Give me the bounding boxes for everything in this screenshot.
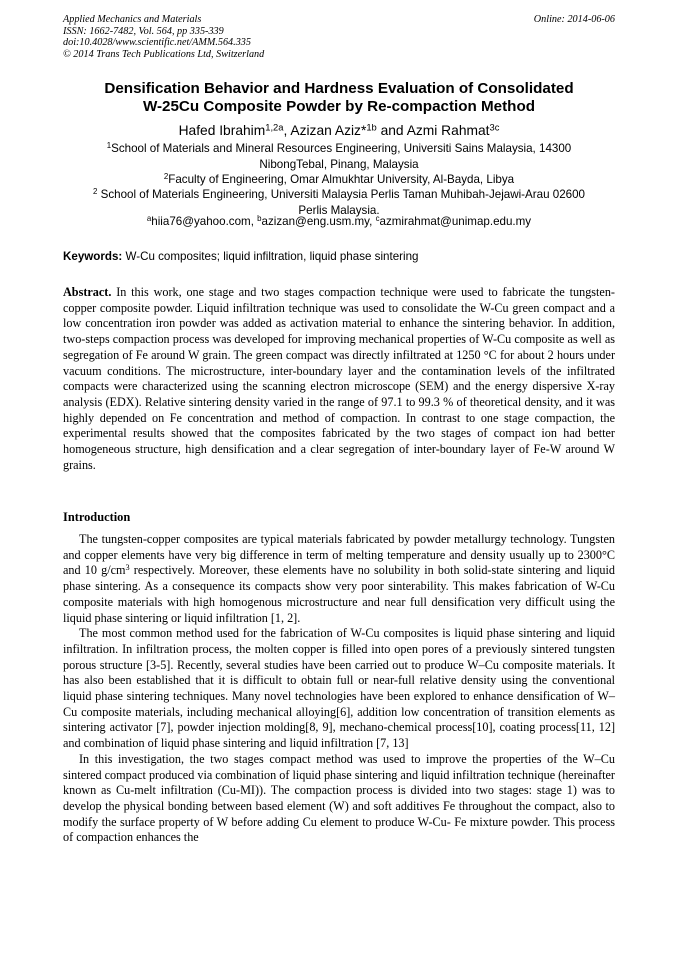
author-superscript: 1b — [366, 122, 377, 133]
email-list — [40, 214, 638, 230]
online-date: Online: 2014-06-06 — [533, 14, 615, 25]
title-line-1: Densification Behavior and Hardness Evaluation of Consolidated — [104, 80, 574, 97]
affiliation-marker: 2 — [93, 187, 98, 197]
publication-header — [63, 14, 264, 60]
author-separator: and — [376, 123, 407, 138]
affiliation-text: Perlis Malaysia. — [298, 203, 380, 217]
paragraph-text: The tungsten-copper composites are typical materials fabricated by powder metallurgy technology. Tungsten and copper elements have very big difference in term of melting temperature and density usually up to 2300°C and 10 g/cm — [63, 532, 615, 578]
affiliation-text: NibongTebal, Pinang, Malaysia — [259, 157, 419, 171]
paper-title — [40, 80, 638, 116]
abstract-label: Abstract. — [63, 285, 112, 299]
email-address: azmirahmat@unimap.edu.my — [379, 215, 532, 228]
author-separator: , — [283, 123, 291, 138]
author-name: Azizan Aziz* — [290, 123, 367, 138]
issn-line: ISSN: 1662-7482, Vol. 564, pp 335-339 — [63, 25, 224, 37]
author-name: Hafed Ibrahim — [178, 123, 266, 138]
email-marker: c — [375, 214, 380, 224]
keywords — [63, 249, 419, 264]
affiliation-marker: 2 — [163, 172, 169, 182]
email-address: azizan@eng.usm.my, — [261, 215, 376, 228]
affiliation-1 — [40, 141, 638, 172]
paragraph — [63, 532, 615, 626]
paragraph: The most common method used for the fabrication of W-Cu composites is liquid phase sintering and liquid infiltration. In infiltration process, the molten copper is filled into open pores of a previously sintered tungsten porous structure [3-5]. Recently, several studies have been carried out to produce W–Cu composite materials. It has also been established that it is difficult to obtain full or near-full relative density using the conventional liquid phase sintering techniques. Many novel technologies have been explored to enhance densification of W–Cu composite materials, including mechanical alloying[6], addition low concentration of transition elements as sintering activator [7], powder injection molding[8, 9], mechano-chemical process[10], coating process[11, 12] and combination of liquid phase sintering and liquid infiltration [7, 13] — [63, 626, 615, 751]
affiliation-text: School of Materials Engineering, Universiti Malaysia Perlis Taman Muhibah-Jejawi-Arau 02600 — [97, 188, 585, 201]
paragraph-text: respectively. Moreover, these elements have no solubility in both solid-state sintering and liquid phase sintering. As a consequence its compacts show very poor sinterability. This makes fabrication of W-Cu composite materials with high homogenous microstructure and near full densification very difficult using the liquid phase sintering or liquid infiltration [1, 2]. — [63, 563, 615, 625]
unit-superscript: 3 — [125, 563, 130, 573]
author-superscript: 3c — [489, 122, 500, 133]
affiliation-text: Faculty of Engineering, Omar Almukhtar University, Al-Bayda, Libya — [168, 173, 515, 186]
affiliation-marker: 1 — [106, 141, 112, 151]
email-marker: b — [257, 214, 262, 224]
copyright-line: © 2014 Trans Tech Publications Ltd, Switzerland — [63, 48, 265, 60]
keywords-text: W-Cu composites; liquid infiltration, liquid phase sintering — [122, 250, 419, 263]
author-list — [40, 122, 638, 139]
email-marker: a — [146, 214, 152, 224]
doi-line: doi:10.4028/www.scientific.net/AMM.564.335 — [63, 37, 251, 48]
paragraph: In this investigation, the two stages compact method was used to improve the properties of the W–Cu sintered compact produced via combination of liquid phase sintering and liquid infiltration technique (hereinafter known as Cu-melt infiltration (Cu-MI)). The compaction process is divided into two stages: stage 1) was to develop the physical bonding between based element (W) and soft additives Fe throughout the compact, also to modify the surface property of W before adding Cu element to produce W-Cu- Fe mixture powder. This process of compaction enhances the — [63, 751, 615, 845]
introduction-body — [63, 532, 615, 846]
journal-name: Applied Mechanics and Materials — [63, 14, 202, 25]
title-line-2: W-25Cu Composite Powder by Re-compaction Method — [142, 98, 536, 115]
author-name: Azmi Rahmat — [406, 123, 490, 138]
section-heading-introduction: Introduction — [63, 510, 131, 524]
affiliation-2 — [40, 172, 638, 188]
keywords-label: Keywords: — [63, 250, 123, 263]
affiliation-text: School of Materials and Mineral Resources Engineering, Universiti Sains Malaysia, 14300 — [111, 142, 572, 155]
email-address: hiia76@yahoo.com, — [151, 215, 258, 228]
author-superscript: 1,2a — [265, 122, 284, 133]
abstract-text: In this work, one stage and two stages compaction technique were used to fabricate the tungsten-copper composite powder. Liquid infiltration technique was used to consolidate the W-Cu green compact and a low concentration iron powder was added as activation material to enhance the sintering behavior. In addition, two-steps compaction process was developed for improving mechanical properties of W-Cu composite as well as segregation of Fe around W grain. The green compact was directly infiltrated at 1250 °C for about 2 hours under vacuum conditions. The microstructure, inter-boundary layer and the contamination levels of the infiltrated compacts were characterized using the scanning electron microscope (SEM) and the energy dispersive X-ray analysis (EDX). Relative sintering density varied in the range of 97.1 to 99.3 % of theoretical density, and it was highly depended on Fe concentration and method of compaction. In contrast to one stage compaction, the experimental results showed that the composites fabricated by the two stages of compact ion had better homogeneous structure, high densification and a clear segregation of inter-boundary layer of Fe-W around W grains. — [63, 285, 615, 472]
abstract — [63, 285, 615, 473]
